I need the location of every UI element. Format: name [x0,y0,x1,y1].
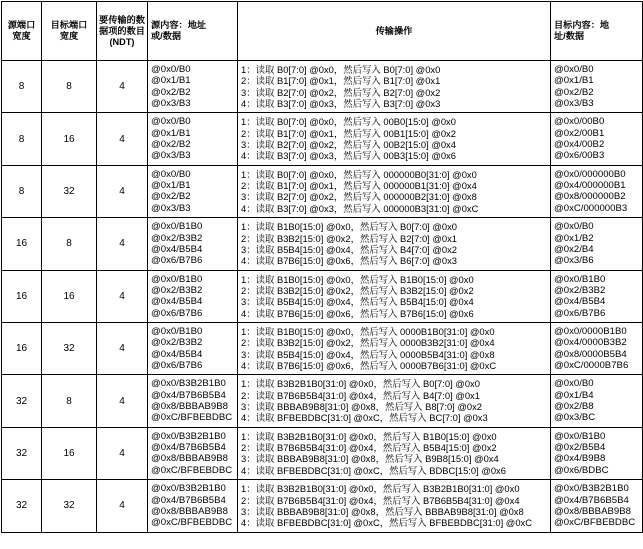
header-src-width-text: 源端口宽度 [7,20,36,41]
dst-width-cell: 32 [42,480,97,532]
src-content-cell-line: @0x3/B3 [151,97,191,109]
transfer-table [1,1,643,533]
dst-content-cell [551,113,643,165]
ndt-cell: 4 [97,165,148,217]
dst-content-cell-line: @0x8/0000B5B4 [554,348,627,360]
src-content-cell-line: @0x1/B1 [151,75,191,87]
transfer-op-cell-line: 1：读取 B0[7:0] @0x0，然后写入 00B0[15:0] @0x0 [241,116,456,128]
ndt-cell: 4 [97,480,148,532]
dst-content-cell-line: @0x0/B0 [554,64,594,76]
src-content-cell [148,322,238,374]
src-content-cell-line: @0x2/B3B2 [151,232,203,244]
dst-width-cell: 32 [42,165,97,217]
table-row [2,165,643,217]
dst-width-cell: 8 [42,61,97,113]
dst-content-cell [551,427,643,479]
src-content-cell-line: @0x4/B7B6B5B4 [151,442,226,454]
src-content-cell-line: @0x0/B3B2B1B0 [151,378,226,390]
header-dst-width [42,2,97,61]
transfer-op-cell [238,218,551,270]
src-width-cell: 16 [2,218,42,270]
dst-content-cell-line: @0x4/B7B6B5B4 [554,494,629,506]
dst-content-cell-line: @0xC/BFBEBDBC [554,517,636,529]
transfer-op-cell [238,61,551,113]
header-ndt-text: 要传输的数据项的数目(NDT) [99,14,145,47]
dst-content-cell [551,322,643,374]
src-content-cell-line: @0x3/B3 [151,202,191,214]
src-content-cell [148,375,238,427]
dst-content-cell-line: @0x8/000000B2 [554,191,626,203]
src-content-cell-line: @0x0/B1B0 [151,273,203,285]
transfer-op-cell-line: 1：读取 B3B2B1B0[31:0] @0x0，然后写入 B1B0[15:0] @0x0 [241,430,497,442]
transfer-op-cell [238,375,551,427]
dst-content-cell-line: @0x4/B9B8 [554,453,606,465]
src-width-cell: 16 [2,322,42,374]
dst-content-cell-line: @0x3/BC [554,412,596,424]
dst-content-cell-line: @0x8/BBBAB9B8 [554,505,631,517]
dst-content-cell-line: @0x2/B8 [554,401,594,413]
header-ndt [97,2,148,61]
transfer-op-cell [238,322,551,374]
src-content-cell [148,427,238,479]
transfer-op-cell-line: 2：读取 B3B2[15:0] @0x2，然后写入 0000B3B2[31:0] @0x4 [241,337,495,349]
dst-content-cell-line: @0x0/B1B0 [554,430,606,442]
transfer-op-cell-line: 1：读取 B0[7:0] @0x0，然后写入 B0[7:0] @0x0 [241,64,441,76]
dst-content-cell-line: @0x3/B3 [554,97,594,109]
dst-content-cell-line: @0x6/BDBC [554,464,609,476]
transfer-op-cell-line: 4：读取 B7B6[15:0] @0x6，然后写入 0000B7B6[31:0] @0xC [241,359,497,371]
transfer-op-cell-line: 3：读取 B2[7:0] @0x2，然后写入 B2[7:0] @0x2 [241,86,441,98]
header-dst-width-text: 目标端口宽度 [50,20,88,41]
src-content-cell-line: @0x1/B1 [151,127,191,139]
header-src-content [148,2,238,61]
transfer-op-cell-line: 4：读取 BFBEBDBC[31:0] @0xC，然后写入 BDBC[15:0] @0x6 [241,464,506,476]
transfer-op-cell [238,113,551,165]
src-content-cell-line: @0x4/B7B6B5B4 [151,494,226,506]
src-content-cell [148,61,238,113]
src-width-cell: 8 [2,165,42,217]
header-dst-content-text: 目标内容：地址/数据 [554,20,610,41]
src-content-cell-line: @0x0/B0 [151,116,191,128]
transfer-op-cell [238,480,551,532]
dst-content-cell-line: @0x4/0000B3B2 [554,337,627,349]
table-row [2,61,643,113]
src-width-cell: 8 [2,61,42,113]
table-row [2,375,643,427]
dst-width-cell: 16 [42,427,97,479]
transfer-op-cell-line: 1：读取 B0[7:0] @0x0，然后写入 000000B0[31:0] @0x0 [241,168,477,180]
dst-content-cell-line: @0x4/00B2 [554,139,605,151]
table-row [2,427,643,479]
transfer-op-cell-line: 4：读取 B3[7:0] @0x3，然后写入 00B3[15:0] @0x6 [241,150,456,162]
dst-content-cell [551,61,643,113]
src-content-cell-line: @0x8/BBBAB9B8 [151,401,228,413]
dst-content-cell-line: @0x2/B4 [554,243,594,255]
src-content-cell [148,165,238,217]
transfer-op-cell [238,270,551,322]
dst-width-cell: 32 [42,322,97,374]
transfer-op-cell-line: 1：读取 B1B0[15:0] @0x0，然后写入 B0[7:0] @0x0 [241,221,457,233]
transfer-op-cell-line: 3：读取 B2[7:0] @0x2，然后写入 00B2[15:0] @0x4 [241,139,456,151]
src-content-cell-line: @0x2/B3B2 [151,337,203,349]
src-content-cell-line: @0x0/B0 [151,64,191,76]
dst-content-cell-line: @0x4/000000B1 [554,180,626,192]
dst-content-cell-line: @0x0/B0 [554,378,594,390]
transfer-op-cell-line: 2：读取 B1[7:0] @0x1，然后写入 000000B1[31:0] @0x4 [241,180,477,192]
transfer-op-cell-line: 3：读取 B5B4[15:0] @0x4，然后写入 B4[7:0] @0x2 [241,243,457,255]
ndt-cell: 4 [97,375,148,427]
ndt-cell: 4 [97,270,148,322]
transfer-op-cell-line: 3：读取 BBBAB9B8[31:0] @0x8，然后写入 BBBAB9B8[31:0] @0x8 [241,505,524,517]
src-content-cell [148,113,238,165]
src-content-cell-line: @0x3/B3 [151,150,191,162]
header-transfer-op [238,2,551,61]
dst-content-cell-line: @0xC/0000B7B6 [554,359,629,371]
transfer-op-cell-line: 2：读取 B3B2[15:0] @0x2，然后写入 B2[7:0] @0x1 [241,232,457,244]
ndt-cell: 4 [97,322,148,374]
src-content-cell-line: @0x4/B5B4 [151,296,203,308]
dst-content-cell-line: @0x0/00B0 [554,116,605,128]
src-width-cell: 32 [2,427,42,479]
transfer-op-cell [238,165,551,217]
dst-content-cell-line: @0x2/B3B2 [554,284,606,296]
ndt-cell: 4 [97,427,148,479]
dst-content-cell-line: @0x0/B1B0 [554,273,606,285]
src-content-cell-line: @0x2/B2 [151,86,191,98]
src-content-cell-line: @0x4/B7B6B5B4 [151,389,226,401]
dst-content-cell-line: @0x2/B2 [554,86,594,98]
dst-content-cell [551,480,643,532]
table-row [2,322,643,374]
header-dst-content [551,2,643,61]
dst-content-cell [551,218,643,270]
transfer-op-cell-line: 2：读取 B1[7:0] @0x1，然后写入 B1[7:0] @0x1 [241,75,441,87]
dst-content-cell-line: @0x3/B6 [554,255,594,267]
dst-content-cell-line: @0x2/B5B4 [554,442,606,454]
src-content-cell-line: @0xC/BFBEBDBC [151,464,233,476]
transfer-op-cell [238,427,551,479]
src-content-cell-line: @0xC/BFBEBDBC [151,412,233,424]
transfer-op-cell-line: 3：读取 BBBAB9B8[31:0] @0x8，然后写入 B8[7:0] @0x2 [241,401,483,413]
ndt-cell: 4 [97,113,148,165]
dst-content-cell-line: @0x0/0000B1B0 [554,326,627,338]
transfer-op-cell-line: 2：读取 B7B6B5B4[31:0] @0x4，然后写入 B5B4[15:0] @0x2 [241,442,497,454]
transfer-op-cell-line: 4：读取 BFBEBDBC[31:0] @0xC，然后写入 BC[7:0] @0x3 [241,412,488,424]
dst-width-cell: 16 [42,270,97,322]
src-content-cell-line: @0x0/B1B0 [151,326,203,338]
src-content-cell-line: @0x2/B2 [151,191,191,203]
transfer-op-cell-line: 2：读取 B7B6B5B4[31:0] @0x4，然后写入 B7B6B5B4[31:0] @0x4 [241,494,520,506]
transfer-op-cell-line: 1：读取 B3B2B1B0[31:0] @0x0，然后写入 B3B2B1B0[31:0] @0x0 [241,483,520,495]
table-row [2,270,643,322]
dst-content-cell-line: @0x0/B3B2B1B0 [554,483,629,495]
table-row [2,480,643,532]
transfer-op-cell-line: 3：读取 B5B4[15:0] @0x4，然后写入 0000B5B4[31:0] @0x8 [241,348,495,360]
src-content-cell-line: @0x6/B7B6 [151,255,203,267]
transfer-op-cell-line: 1：读取 B3B2B1B0[31:0] @0x0，然后写入 B0[7:0] @0x0 [241,378,480,390]
src-content-cell-line: @0x0/B3B2B1B0 [151,483,226,495]
dst-width-cell: 16 [42,113,97,165]
src-content-cell-line: @0x6/B7B6 [151,359,203,371]
src-content-cell-line: @0x1/B1 [151,180,191,192]
src-content-cell [148,270,238,322]
src-content-cell [148,480,238,532]
transfer-op-cell-line: 3：读取 B5B4[15:0] @0x4，然后写入 B5B4[15:0] @0x4 [241,296,474,308]
transfer-op-cell-line: 3：读取 B2[7:0] @0x2，然后写入 000000B2[31:0] @0x8 [241,191,477,203]
src-content-cell-line: @0x8/BBBAB9B8 [151,453,228,465]
transfer-op-cell-line: 4：读取 B3[7:0] @0x3，然后写入 B3[7:0] @0x3 [241,97,441,109]
transfer-op-cell-line: 4：读取 BFBEBDBC[31:0] @0xC，然后写入 BFBEBDBC[31:0] @0xC [241,517,532,529]
ndt-cell: 4 [97,218,148,270]
header-transfer-op-text: 传输操作 [375,25,413,36]
dst-content-cell [551,270,643,322]
src-content-cell-line: @0x8/BBBAB9B8 [151,505,228,517]
dst-content-cell [551,165,643,217]
dst-content-cell-line: @0x1/B4 [554,389,594,401]
src-width-cell: 32 [2,480,42,532]
transfer-op-cell-line: 2：读取 B1[7:0] @0x1，然后写入 00B1[15:0] @0x2 [241,127,456,139]
header-row [2,2,643,61]
transfer-op-cell-line: 2：读取 B3B2[15:0] @0x2，然后写入 B3B2[15:0] @0x2 [241,284,474,296]
src-content-cell-line: @0x4/B5B4 [151,243,203,255]
transfer-op-cell-line: 4：读取 B3[7:0] @0x3，然后写入 000000B3[31:0] @0xC [241,202,479,214]
header-src-width [2,2,42,61]
table-body [2,61,643,533]
src-content-cell-line: @0x0/B1B0 [151,221,203,233]
transfer-op-cell-line: 4：读取 B7B6[15:0] @0x6，然后写入 B7B6[15:0] @0x6 [241,307,474,319]
src-content-cell [148,218,238,270]
transfer-op-cell-line: 3：读取 BBBAB9B8[31:0] @0x8，然后写入 B9B8[15:0] @0x4 [241,453,499,465]
dst-width-cell: 8 [42,218,97,270]
src-width-cell: 32 [2,375,42,427]
dst-content-cell-line: @0x6/00B3 [554,150,605,162]
transfer-op-cell-line: 1：读取 B1B0[15:0] @0x0，然后写入 0000B1B0[31:0] @0x0 [241,326,495,338]
src-content-cell-line: @0x2/B2 [151,139,191,151]
dst-content-cell-line: @0x4/B5B4 [554,296,606,308]
src-content-cell-line: @0x4/B5B4 [151,348,203,360]
dst-content-cell-line: @0xC/000000B3 [554,202,628,214]
header-src-content-text: 源内容：地址或/数据 [151,20,207,41]
src-content-cell-line: @0x2/B3B2 [151,284,203,296]
dst-content-cell-line: @0x1/B2 [554,232,594,244]
dst-content-cell-line: @0x0/B0 [554,221,594,233]
dst-content-cell-line: @0x0/000000B0 [554,168,626,180]
src-content-cell-line: @0x0/B0 [151,168,191,180]
src-width-cell: 8 [2,113,42,165]
src-content-cell-line: @0x6/B7B6 [151,307,203,319]
transfer-op-cell-line: 1：读取 B1B0[15:0] @0x0，然后写入 B1B0[15:0] @0x0 [241,273,474,285]
ndt-cell: 4 [97,61,148,113]
src-content-cell-line: @0xC/BFBEBDBC [151,517,233,529]
table-row [2,218,643,270]
dst-width-cell: 8 [42,375,97,427]
dst-content-cell-line: @0x6/B7B6 [554,307,606,319]
dst-content-cell-line: @0x1/B1 [554,75,594,87]
dst-content-cell [551,375,643,427]
transfer-op-cell-line: 2：读取 B7B6B5B4[31:0] @0x4，然后写入 B4[7:0] @0x1 [241,389,480,401]
src-content-cell-line: @0x0/B3B2B1B0 [151,430,226,442]
transfer-op-cell-line: 4：读取 B7B6[15:0] @0x6，然后写入 B6[7:0] @0x3 [241,255,457,267]
src-width-cell: 16 [2,270,42,322]
dst-content-cell-line: @0x2/00B1 [554,127,605,139]
table-row [2,113,643,165]
